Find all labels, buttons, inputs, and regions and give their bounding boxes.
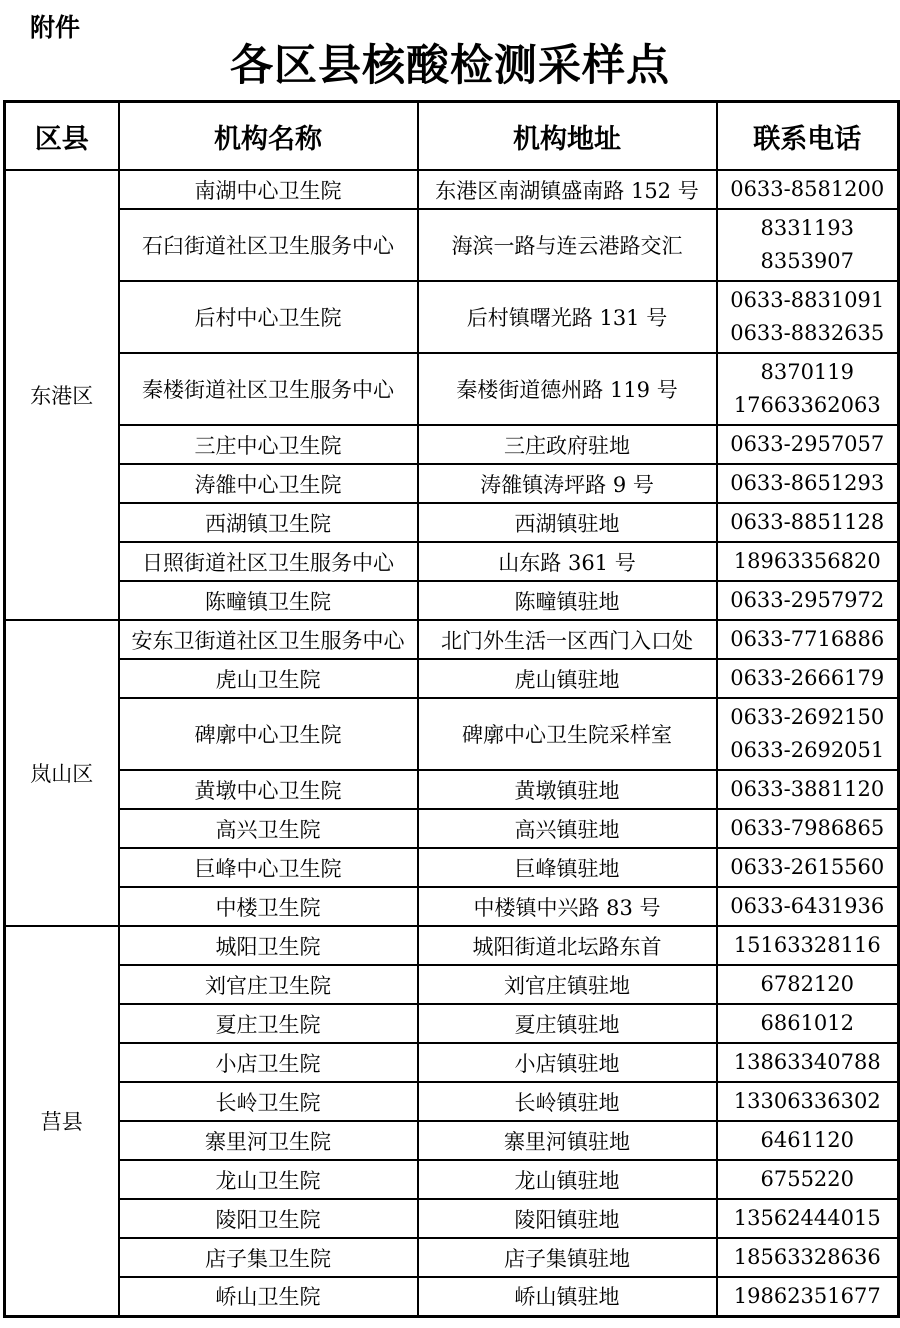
institution-name-cell: 石臼街道社区卫生服务中心 [119, 209, 418, 281]
phone-cell [717, 170, 899, 209]
phone-cell [717, 1121, 899, 1160]
phone-cell [717, 926, 899, 965]
phone-number: 0633-6431936 [730, 894, 885, 918]
table-row [5, 581, 899, 620]
institution-address-cell: 中楼镇中兴路 83 号 [418, 887, 717, 926]
phone-number: 13306336302 [733, 1089, 881, 1113]
table-row [5, 809, 899, 848]
phone-number: 0633-8831091 [730, 288, 885, 312]
institution-name-cell: 高兴卫生院 [119, 809, 418, 848]
district-cell: 东港区 [5, 170, 119, 620]
institution-name-cell: 虎山卫生院 [119, 659, 418, 698]
phone-cell [717, 887, 899, 926]
institution-name-cell: 三庄中心卫生院 [119, 425, 418, 464]
institution-name-cell: 夏庄卫生院 [119, 1004, 418, 1043]
phone-cell [717, 503, 899, 542]
institution-address-cell: 黄墩镇驻地 [418, 770, 717, 809]
institution-name-cell: 城阳卫生院 [119, 926, 418, 965]
table-row [5, 770, 899, 809]
phone-cell [717, 281, 899, 353]
phone-cell [717, 1238, 899, 1277]
table-row [5, 209, 899, 281]
institution-name-cell: 秦楼街道社区卫生服务中心 [119, 353, 418, 425]
table-row [5, 848, 899, 887]
attachment-label: 附件 [30, 14, 81, 42]
col-header-institution-address: 机构地址 [418, 102, 717, 171]
table-row [5, 1238, 899, 1277]
phone-number: 6861012 [760, 1011, 855, 1035]
institution-name-cell: 安东卫街道社区卫生服务中心 [119, 620, 418, 659]
institution-address-cell: 三庄政府驻地 [418, 425, 717, 464]
district-cell: 岚山区 [5, 620, 119, 926]
institution-address-cell: 小店镇驻地 [418, 1043, 717, 1082]
phone-number: 13562444015 [733, 1206, 881, 1230]
institution-name-cell: 西湖镇卫生院 [119, 503, 418, 542]
phone-number: 8370119 [760, 360, 855, 384]
phone-cell [717, 965, 899, 1004]
table-row [5, 1082, 899, 1121]
institution-name-cell: 碑廓中心卫生院 [119, 698, 418, 770]
phone-cell [717, 848, 899, 887]
table-row [5, 887, 899, 926]
phone-number: 0633-2615560 [730, 855, 885, 879]
table-row [5, 926, 899, 965]
institution-name-cell: 南湖中心卫生院 [119, 170, 418, 209]
phone-number: 0633-2957057 [730, 432, 885, 456]
phone-cell [717, 209, 899, 281]
institution-address-cell: 峤山镇驻地 [418, 1277, 717, 1316]
institution-address-cell: 北门外生活一区西门入口处 [418, 620, 717, 659]
phone-number: 6461120 [760, 1128, 855, 1152]
institution-name-cell: 龙山卫生院 [119, 1160, 418, 1199]
institution-address-cell: 陈疃镇驻地 [418, 581, 717, 620]
table-row [5, 1160, 899, 1199]
phone-cell [717, 770, 899, 809]
phone-cell [717, 581, 899, 620]
table-row [5, 542, 899, 581]
institution-name-cell: 小店卫生院 [119, 1043, 418, 1082]
phone-number: 0633-2957972 [730, 588, 885, 612]
phone-cell [717, 425, 899, 464]
institution-address-cell: 陵阳镇驻地 [418, 1199, 717, 1238]
phone-cell [717, 1043, 899, 1082]
table-row [5, 965, 899, 1004]
phone-number: 0633-7716886 [730, 627, 885, 651]
phone-number: 6755220 [760, 1167, 855, 1191]
phone-cell [717, 1082, 899, 1121]
phone-number: 0633-2692150 [730, 705, 885, 729]
institution-name-cell: 峤山卫生院 [119, 1277, 418, 1316]
sampling-points-table [3, 100, 900, 1318]
institution-address-cell: 虎山镇驻地 [418, 659, 717, 698]
col-header-institution-name: 机构名称 [119, 102, 418, 171]
table-row [5, 464, 899, 503]
phone-number: 6782120 [760, 972, 855, 996]
phone-cell [717, 620, 899, 659]
phone-cell [717, 464, 899, 503]
institution-address-cell: 涛雒镇涛坪路 9 号 [418, 464, 717, 503]
institution-address-cell: 刘官庄镇驻地 [418, 965, 717, 1004]
institution-name-cell: 涛雒中心卫生院 [119, 464, 418, 503]
institution-address-cell: 长岭镇驻地 [418, 1082, 717, 1121]
phone-number: 8331193 [760, 216, 855, 240]
institution-name-cell: 中楼卫生院 [119, 887, 418, 926]
phone-cell [717, 1004, 899, 1043]
table-row [5, 1277, 899, 1316]
institution-address-cell: 城阳街道北坛路东首 [418, 926, 717, 965]
table-row [5, 620, 899, 659]
institution-name-cell: 长岭卫生院 [119, 1082, 418, 1121]
phone-cell [717, 659, 899, 698]
phone-number: 0633-7986865 [730, 816, 885, 840]
phone-cell [717, 1199, 899, 1238]
table-row [5, 1121, 899, 1160]
table-row [5, 698, 899, 770]
institution-address-cell: 碑廓中心卫生院采样室 [418, 698, 717, 770]
phone-cell [717, 1277, 899, 1316]
phone-number: 0633-2666179 [730, 666, 885, 690]
phone-number: 8353907 [760, 249, 855, 273]
institution-address-cell: 夏庄镇驻地 [418, 1004, 717, 1043]
institution-address-cell: 东港区南湖镇盛南路 152 号 [418, 170, 717, 209]
phone-number: 17663362063 [733, 393, 881, 417]
table-row [5, 353, 899, 425]
table-row [5, 1004, 899, 1043]
institution-name-cell: 店子集卫生院 [119, 1238, 418, 1277]
table-row [5, 1199, 899, 1238]
page-title: 各区县核酸检测采样点 [230, 41, 670, 91]
table-row [5, 659, 899, 698]
institution-name-cell: 巨峰中心卫生院 [119, 848, 418, 887]
institution-address-cell: 山东路 361 号 [418, 542, 717, 581]
institution-name-cell: 刘官庄卫生院 [119, 965, 418, 1004]
institution-address-cell: 寨里河镇驻地 [418, 1121, 717, 1160]
phone-number: 0633-8581200 [730, 177, 885, 201]
phone-cell [717, 542, 899, 581]
institution-address-cell: 后村镇曙光路 131 号 [418, 281, 717, 353]
phone-number: 0633-8832635 [730, 321, 885, 345]
phone-number: 13863340788 [733, 1050, 881, 1074]
phone-number: 19862351677 [733, 1283, 881, 1308]
institution-address-cell: 海滨一路与连云港路交汇 [418, 209, 717, 281]
institution-name-cell: 寨里河卫生院 [119, 1121, 418, 1160]
institution-name-cell: 陈疃镇卫生院 [119, 581, 418, 620]
table-row [5, 170, 899, 209]
institution-name-cell: 黄墩中心卫生院 [119, 770, 418, 809]
institution-address-cell: 龙山镇驻地 [418, 1160, 717, 1199]
phone-number: 15163328116 [733, 933, 881, 957]
phone-number: 18563328636 [733, 1245, 881, 1269]
phone-number: 0633-2692051 [730, 738, 885, 762]
institution-address-cell: 店子集镇驻地 [418, 1238, 717, 1277]
phone-number: 18963356820 [733, 549, 881, 573]
table-row [5, 1043, 899, 1082]
table-header-row [5, 102, 899, 171]
institution-address-cell: 西湖镇驻地 [418, 503, 717, 542]
phone-cell [717, 809, 899, 848]
col-header-district: 区县 [5, 102, 119, 171]
phone-number: 0633-3881120 [730, 777, 885, 801]
phone-cell [717, 698, 899, 770]
district-cell: 莒县 [5, 926, 119, 1316]
institution-address-cell: 秦楼街道德州路 119 号 [418, 353, 717, 425]
phone-number: 0633-8851128 [730, 510, 885, 534]
table-row [5, 281, 899, 353]
phone-number: 0633-8651293 [730, 471, 885, 495]
institution-name-cell: 日照街道社区卫生服务中心 [119, 542, 418, 581]
table-row [5, 425, 899, 464]
phone-cell [717, 1160, 899, 1199]
phone-cell [717, 353, 899, 425]
table-row [5, 503, 899, 542]
institution-name-cell: 后村中心卫生院 [119, 281, 418, 353]
col-header-phone: 联系电话 [717, 102, 899, 171]
institution-address-cell: 巨峰镇驻地 [418, 848, 717, 887]
institution-name-cell: 陵阳卫生院 [119, 1199, 418, 1238]
institution-address-cell: 高兴镇驻地 [418, 809, 717, 848]
